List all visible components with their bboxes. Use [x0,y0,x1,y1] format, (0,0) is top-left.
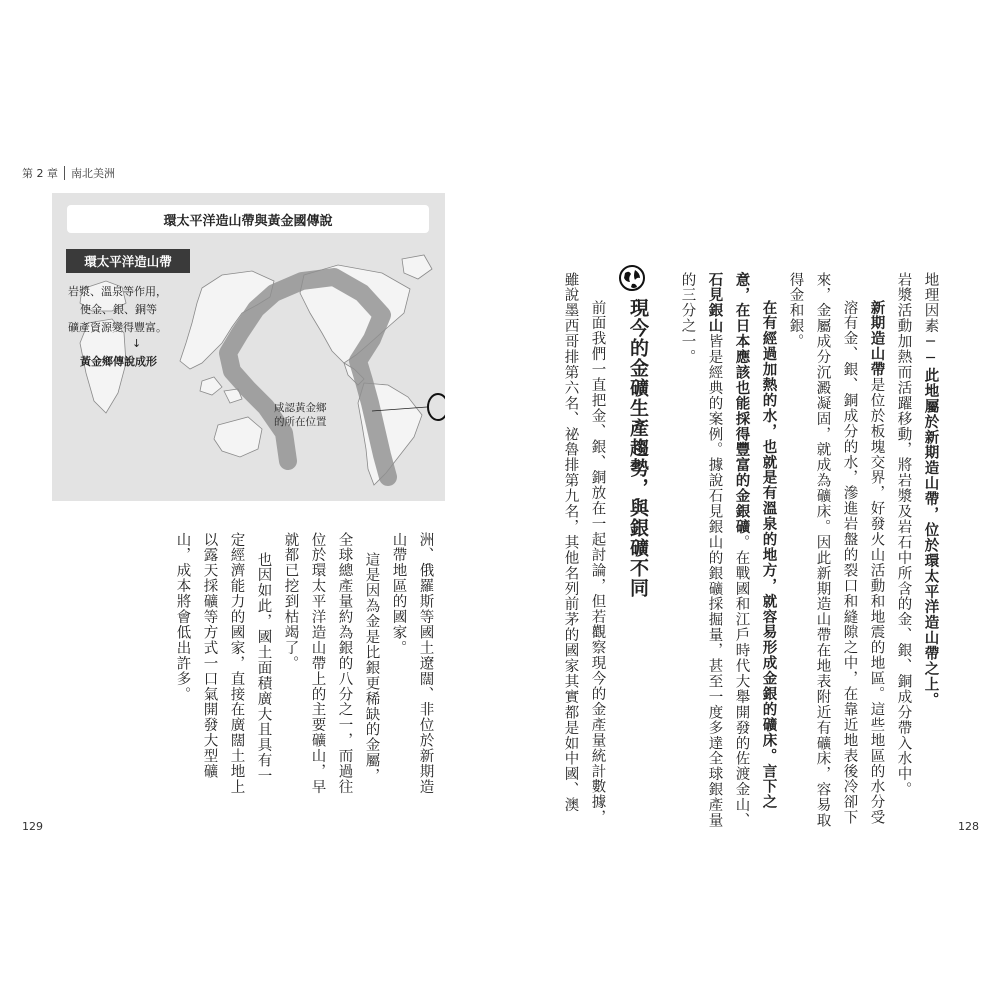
el-dorado-marker [428,394,445,420]
figure-title: 環太平洋造山帶與黃金國傳說 [67,205,429,233]
right-col-7: 在有經過加熱的水，也就是有溫泉的地方，就容易形成金銀的礦床。言下之 [760,300,777,810]
right-col-3: 新期造山帶是位於板塊交界，好發火山活動和地震的地區。這些地區的水分受 [868,300,885,826]
left-col-7: 也因如此，國土面積廣大且具有一 [255,552,272,784]
right-col-9: 石見銀山皆是經典的案例。據說石見銀山的銀礦採掘量，甚至一度多達全球銀產量 [706,272,723,829]
right-col-4: 溶有金、銀、銅成分的水，滲進岩盤的裂口和縫隙之中，在靠近地表後冷卻下 [841,300,858,826]
down-arrow-icon: ↓ [132,337,142,350]
left-col-6: 就都已挖到枯竭了。 [282,532,299,672]
ring-of-fire-figure [52,193,445,501]
page-number-left: 129 [22,820,43,833]
world-map [52,193,445,501]
left-col-5: 位於環太平洋造山帶上的主要礦山，早 [309,532,326,795]
figure-text-line-1: 岩漿、溫泉等作用， [68,285,167,298]
el-dorado-callout [274,401,327,429]
right-col-1: 地理因素──此地屬於新期造山帶，位於環太平洋造山帶之上。 [922,272,939,708]
right-col-12: 雖說墨西哥排第六名、祕魯排第九名，其他名列前茅的國家其實都是如中國、澳 [562,272,579,813]
chapter-label: 第 2 章 [22,167,58,180]
callout-line-1: 咸認黃金鄉 [274,402,327,414]
callout-line-2: 的所在位置 [274,416,327,428]
header-divider [64,166,65,180]
right-col-10: 的三分之一。 [679,272,696,365]
left-col-2: 山帶地區的國家。 [390,532,407,656]
left-col-1: 洲、俄羅斯等國土遼闊、非位於新期造 [417,532,434,795]
section-label: 南北美洲 [71,167,115,180]
left-col-9: 以露天採礦等方式一口氣開發大型礦 [201,532,218,780]
page-number-right: 128 [958,820,979,833]
chapter-header [22,165,115,181]
right-col-5: 來，金屬成分沉澱凝固，就成為礦床。因此新期造山帶在地表附近有礦床，容易取 [814,272,831,829]
left-col-10: 山，成本將會低出許多。 [174,532,191,702]
figure-result-text: 黃金鄉傳說成形 [80,355,157,368]
right-col-6: 得金和銀。 [787,272,804,350]
left-col-4: 全球總產量約為銀的八分之一，而過往 [336,532,353,795]
right-col-11: 前面我們一直把金、銀、銅放在一起討論，但若觀察現今的金產量統計數據， [589,300,606,826]
left-col-3: 這是因為金是比銀更稀缺的金屬， [363,552,380,784]
figure-box-title: 環太平洋造山帶 [66,249,190,273]
globe-icon [618,264,646,292]
left-col-8: 定經濟能力的國家，直接在廣闊土地上 [228,532,245,795]
figure-text-line-2: 使金、銀、銅等 [80,303,157,316]
section-heading: 現今的金礦生產趨勢，與銀礦不同 [627,298,649,598]
figure-text-line-3: 礦產資源變得豐富。 [68,321,167,334]
right-col-8: 意，在日本應該也能採得豐富的金銀礦。在戰國和江戶時代大舉開發的佐渡金山、 [733,272,750,829]
right-col-2: 岩漿活動加熱而活躍移動，將岩漿及岩石中所含的金、銀、銅成分帶入水中。 [895,272,912,798]
